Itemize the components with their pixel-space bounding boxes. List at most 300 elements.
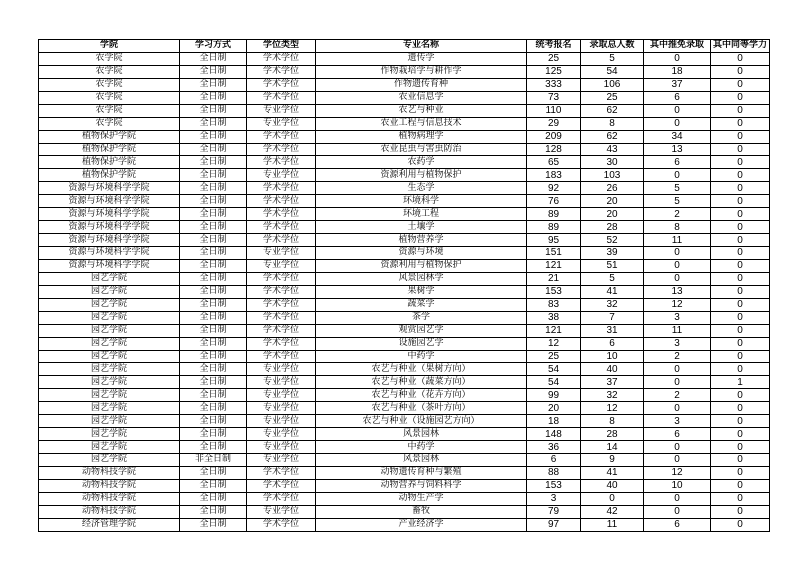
- table-row: [39, 143, 770, 156]
- study-mode-cell: 全日制: [180, 259, 247, 272]
- equivalent-cell: 0: [711, 298, 770, 311]
- study-mode-cell: 全日制: [180, 117, 247, 130]
- applicants-cell: 20: [527, 402, 581, 415]
- equivalent-cell: 0: [711, 363, 770, 376]
- recommended-cell: 0: [644, 454, 711, 467]
- major-cell: 农艺与种业（果树方向）: [316, 363, 527, 376]
- applicants-cell: 38: [527, 311, 581, 324]
- header-college: 学院: [39, 40, 180, 53]
- college-cell: 农学院: [39, 104, 180, 117]
- study-mode-cell: 全日制: [180, 208, 247, 221]
- applicants-cell: 83: [527, 298, 581, 311]
- degree-type-cell: 学术学位: [247, 65, 316, 78]
- major-cell: 农艺与种业（花卉方向）: [316, 389, 527, 402]
- major-cell: 中药学: [316, 441, 527, 454]
- study-mode-cell: 全日制: [180, 311, 247, 324]
- study-mode-cell: 全日制: [180, 221, 247, 234]
- major-cell: 动物生产学: [316, 492, 527, 505]
- equivalent-cell: 0: [711, 441, 770, 454]
- major-cell: 植物病理学: [316, 130, 527, 143]
- recommended-cell: 5: [644, 195, 711, 208]
- study-mode-cell: 全日制: [180, 169, 247, 182]
- college-cell: 园艺学院: [39, 376, 180, 389]
- header-applicants: 统考报名: [527, 40, 581, 53]
- recommended-cell: 3: [644, 337, 711, 350]
- applicants-cell: 3: [527, 492, 581, 505]
- equivalent-cell: 0: [711, 337, 770, 350]
- equivalent-cell: 0: [711, 285, 770, 298]
- degree-type-cell: 学术学位: [247, 130, 316, 143]
- admitted-total-cell: 28: [581, 221, 644, 234]
- college-cell: 园艺学院: [39, 389, 180, 402]
- college-cell: 园艺学院: [39, 402, 180, 415]
- equivalent-cell: 0: [711, 479, 770, 492]
- major-cell: 农业昆虫与害虫防治: [316, 143, 527, 156]
- college-cell: 农学院: [39, 91, 180, 104]
- major-cell: 土壤学: [316, 221, 527, 234]
- study-mode-cell: 全日制: [180, 376, 247, 389]
- applicants-cell: 25: [527, 52, 581, 65]
- admitted-total-cell: 52: [581, 234, 644, 247]
- study-mode-cell: 全日制: [180, 492, 247, 505]
- applicants-cell: 79: [527, 505, 581, 518]
- college-cell: 园艺学院: [39, 441, 180, 454]
- college-cell: 资源与环境科学学院: [39, 221, 180, 234]
- admission-table-page: [38, 39, 769, 532]
- major-cell: 设施园艺学: [316, 337, 527, 350]
- recommended-cell: 0: [644, 402, 711, 415]
- applicants-cell: 36: [527, 441, 581, 454]
- college-cell: 农学院: [39, 52, 180, 65]
- major-cell: 风景园林学: [316, 272, 527, 285]
- recommended-cell: 11: [644, 324, 711, 337]
- degree-type-cell: 学术学位: [247, 272, 316, 285]
- degree-type-cell: 学术学位: [247, 337, 316, 350]
- admitted-total-cell: 39: [581, 247, 644, 260]
- degree-type-cell: 学术学位: [247, 143, 316, 156]
- applicants-cell: 209: [527, 130, 581, 143]
- major-cell: 环境科学: [316, 195, 527, 208]
- applicants-cell: 76: [527, 195, 581, 208]
- major-cell: 资源与环境: [316, 247, 527, 260]
- admitted-total-cell: 7: [581, 311, 644, 324]
- major-cell: 农艺与种业（设施园艺方向）: [316, 415, 527, 428]
- major-cell: 蔬菜学: [316, 298, 527, 311]
- college-cell: 园艺学院: [39, 285, 180, 298]
- recommended-cell: 0: [644, 505, 711, 518]
- major-cell: 环境工程: [316, 208, 527, 221]
- applicants-cell: 25: [527, 350, 581, 363]
- college-cell: 经济管理学院: [39, 518, 180, 531]
- header-recommended: 其中推免录取: [644, 40, 711, 53]
- equivalent-cell: 0: [711, 130, 770, 143]
- study-mode-cell: 非全日制: [180, 454, 247, 467]
- recommended-cell: 34: [644, 130, 711, 143]
- table-row: [39, 234, 770, 247]
- table-row: [39, 505, 770, 518]
- major-cell: 遗传学: [316, 52, 527, 65]
- degree-type-cell: 专业学位: [247, 389, 316, 402]
- table-row: [39, 298, 770, 311]
- major-cell: 作物栽培学与耕作学: [316, 65, 527, 78]
- major-cell: 产业经济学: [316, 518, 527, 531]
- applicants-cell: 29: [527, 117, 581, 130]
- study-mode-cell: 全日制: [180, 130, 247, 143]
- major-cell: 动物遗传育种与繁殖: [316, 466, 527, 479]
- recommended-cell: 0: [644, 169, 711, 182]
- equivalent-cell: 0: [711, 311, 770, 324]
- admitted-total-cell: 0: [581, 492, 644, 505]
- table-row: [39, 285, 770, 298]
- recommended-cell: 6: [644, 428, 711, 441]
- degree-type-cell: 学术学位: [247, 182, 316, 195]
- study-mode-cell: 全日制: [180, 466, 247, 479]
- degree-type-cell: 专业学位: [247, 104, 316, 117]
- degree-type-cell: 学术学位: [247, 52, 316, 65]
- degree-type-cell: 学术学位: [247, 78, 316, 91]
- applicants-cell: 65: [527, 156, 581, 169]
- table-row: [39, 208, 770, 221]
- admitted-total-cell: 5: [581, 52, 644, 65]
- college-cell: 园艺学院: [39, 298, 180, 311]
- equivalent-cell: 0: [711, 52, 770, 65]
- major-cell: 畜牧: [316, 505, 527, 518]
- study-mode-cell: 全日制: [180, 234, 247, 247]
- table-row: [39, 479, 770, 492]
- degree-type-cell: 学术学位: [247, 518, 316, 531]
- recommended-cell: 6: [644, 91, 711, 104]
- study-mode-cell: 全日制: [180, 428, 247, 441]
- table-row: [39, 376, 770, 389]
- applicants-cell: 110: [527, 104, 581, 117]
- college-cell: 资源与环境科学学院: [39, 247, 180, 260]
- degree-type-cell: 专业学位: [247, 259, 316, 272]
- applicants-cell: 12: [527, 337, 581, 350]
- college-cell: 农学院: [39, 117, 180, 130]
- applicants-cell: 54: [527, 376, 581, 389]
- admitted-total-cell: 8: [581, 117, 644, 130]
- major-cell: 农艺与种业（蔬菜方向）: [316, 376, 527, 389]
- degree-type-cell: 学术学位: [247, 221, 316, 234]
- degree-type-cell: 专业学位: [247, 169, 316, 182]
- degree-type-cell: 学术学位: [247, 285, 316, 298]
- equivalent-cell: 0: [711, 78, 770, 91]
- equivalent-cell: 0: [711, 492, 770, 505]
- admitted-total-cell: 12: [581, 402, 644, 415]
- header-admitted-total: 录取总人数: [581, 40, 644, 53]
- admitted-total-cell: 42: [581, 505, 644, 518]
- degree-type-cell: 专业学位: [247, 505, 316, 518]
- table-row: [39, 324, 770, 337]
- study-mode-cell: 全日制: [180, 285, 247, 298]
- recommended-cell: 0: [644, 259, 711, 272]
- equivalent-cell: 0: [711, 104, 770, 117]
- equivalent-cell: 0: [711, 65, 770, 78]
- table-row: [39, 195, 770, 208]
- major-cell: 农药学: [316, 156, 527, 169]
- study-mode-cell: 全日制: [180, 505, 247, 518]
- recommended-cell: 6: [644, 518, 711, 531]
- applicants-cell: 153: [527, 479, 581, 492]
- study-mode-cell: 全日制: [180, 441, 247, 454]
- table-row: [39, 389, 770, 402]
- study-mode-cell: 全日制: [180, 518, 247, 531]
- recommended-cell: 6: [644, 156, 711, 169]
- recommended-cell: 10: [644, 479, 711, 492]
- table-row: [39, 415, 770, 428]
- college-cell: 园艺学院: [39, 428, 180, 441]
- recommended-cell: 2: [644, 389, 711, 402]
- recommended-cell: 0: [644, 376, 711, 389]
- college-cell: 园艺学院: [39, 415, 180, 428]
- major-cell: 果树学: [316, 285, 527, 298]
- equivalent-cell: 0: [711, 518, 770, 531]
- admitted-total-cell: 6: [581, 337, 644, 350]
- admitted-total-cell: 43: [581, 143, 644, 156]
- college-cell: 资源与环境科学学院: [39, 234, 180, 247]
- recommended-cell: 5: [644, 182, 711, 195]
- degree-type-cell: 学术学位: [247, 311, 316, 324]
- table-row: [39, 221, 770, 234]
- applicants-cell: 125: [527, 65, 581, 78]
- equivalent-cell: 0: [711, 208, 770, 221]
- recommended-cell: 2: [644, 350, 711, 363]
- admitted-total-cell: 20: [581, 195, 644, 208]
- table-row: [39, 441, 770, 454]
- study-mode-cell: 全日制: [180, 337, 247, 350]
- college-cell: 资源与环境科学学院: [39, 259, 180, 272]
- admitted-total-cell: 41: [581, 285, 644, 298]
- college-cell: 动物科技学院: [39, 492, 180, 505]
- recommended-cell: 0: [644, 492, 711, 505]
- recommended-cell: 37: [644, 78, 711, 91]
- admitted-total-cell: 103: [581, 169, 644, 182]
- admitted-total-cell: 37: [581, 376, 644, 389]
- college-cell: 园艺学院: [39, 350, 180, 363]
- applicants-cell: 6: [527, 454, 581, 467]
- admitted-total-cell: 41: [581, 466, 644, 479]
- study-mode-cell: 全日制: [180, 247, 247, 260]
- college-cell: 园艺学院: [39, 363, 180, 376]
- recommended-cell: 12: [644, 466, 711, 479]
- equivalent-cell: 0: [711, 91, 770, 104]
- degree-type-cell: 学术学位: [247, 195, 316, 208]
- applicants-cell: 54: [527, 363, 581, 376]
- degree-type-cell: 专业学位: [247, 441, 316, 454]
- admitted-total-cell: 32: [581, 389, 644, 402]
- major-cell: 生态学: [316, 182, 527, 195]
- admitted-total-cell: 106: [581, 78, 644, 91]
- degree-type-cell: 学术学位: [247, 492, 316, 505]
- study-mode-cell: 全日制: [180, 402, 247, 415]
- applicants-cell: 21: [527, 272, 581, 285]
- degree-type-cell: 学术学位: [247, 324, 316, 337]
- study-mode-cell: 全日制: [180, 156, 247, 169]
- study-mode-cell: 全日制: [180, 195, 247, 208]
- recommended-cell: 8: [644, 221, 711, 234]
- major-cell: 农业工程与信息技术: [316, 117, 527, 130]
- recommended-cell: 0: [644, 52, 711, 65]
- major-cell: 农艺与种业（茶叶方向）: [316, 402, 527, 415]
- admitted-total-cell: 26: [581, 182, 644, 195]
- degree-type-cell: 学术学位: [247, 91, 316, 104]
- equivalent-cell: 0: [711, 259, 770, 272]
- header-equivalent: 其中同等学力: [711, 40, 770, 53]
- applicants-cell: 183: [527, 169, 581, 182]
- major-cell: 风景园林: [316, 428, 527, 441]
- major-cell: 风景园林: [316, 454, 527, 467]
- table-row: [39, 402, 770, 415]
- recommended-cell: 0: [644, 363, 711, 376]
- degree-type-cell: 学术学位: [247, 466, 316, 479]
- applicants-cell: 121: [527, 259, 581, 272]
- study-mode-cell: 全日制: [180, 479, 247, 492]
- table-row: [39, 65, 770, 78]
- table-row: [39, 169, 770, 182]
- admitted-total-cell: 40: [581, 363, 644, 376]
- college-cell: 植物保护学院: [39, 169, 180, 182]
- equivalent-cell: 0: [711, 156, 770, 169]
- table-row: [39, 130, 770, 143]
- recommended-cell: 0: [644, 117, 711, 130]
- admitted-total-cell: 8: [581, 415, 644, 428]
- table-row: [39, 492, 770, 505]
- recommended-cell: 3: [644, 311, 711, 324]
- applicants-cell: 151: [527, 247, 581, 260]
- study-mode-cell: 全日制: [180, 91, 247, 104]
- college-cell: 园艺学院: [39, 311, 180, 324]
- major-cell: 动物营养与饲料科学: [316, 479, 527, 492]
- equivalent-cell: 0: [711, 505, 770, 518]
- college-cell: 农学院: [39, 78, 180, 91]
- admitted-total-cell: 62: [581, 104, 644, 117]
- table-row: [39, 428, 770, 441]
- college-cell: 农学院: [39, 65, 180, 78]
- study-mode-cell: 全日制: [180, 104, 247, 117]
- equivalent-cell: 1: [711, 376, 770, 389]
- recommended-cell: 12: [644, 298, 711, 311]
- equivalent-cell: 0: [711, 415, 770, 428]
- table-row: [39, 259, 770, 272]
- table-row: [39, 91, 770, 104]
- applicants-cell: 148: [527, 428, 581, 441]
- admitted-total-cell: 31: [581, 324, 644, 337]
- admitted-total-cell: 14: [581, 441, 644, 454]
- degree-type-cell: 学术学位: [247, 156, 316, 169]
- admitted-total-cell: 40: [581, 479, 644, 492]
- admitted-total-cell: 11: [581, 518, 644, 531]
- major-cell: 农业信息学: [316, 91, 527, 104]
- degree-type-cell: 专业学位: [247, 454, 316, 467]
- table-row: [39, 78, 770, 91]
- applicants-cell: 88: [527, 466, 581, 479]
- study-mode-cell: 全日制: [180, 52, 247, 65]
- degree-type-cell: 专业学位: [247, 402, 316, 415]
- table-row: [39, 272, 770, 285]
- major-cell: 资源利用与植物保护: [316, 169, 527, 182]
- degree-type-cell: 学术学位: [247, 208, 316, 221]
- college-cell: 资源与环境科学学院: [39, 195, 180, 208]
- major-cell: 农艺与种业: [316, 104, 527, 117]
- college-cell: 植物保护学院: [39, 143, 180, 156]
- applicants-cell: 121: [527, 324, 581, 337]
- admitted-total-cell: 54: [581, 65, 644, 78]
- college-cell: 园艺学院: [39, 272, 180, 285]
- study-mode-cell: 全日制: [180, 324, 247, 337]
- table-row: [39, 182, 770, 195]
- applicants-cell: 95: [527, 234, 581, 247]
- table-row: [39, 466, 770, 479]
- college-cell: 动物科技学院: [39, 466, 180, 479]
- admitted-total-cell: 5: [581, 272, 644, 285]
- admitted-total-cell: 28: [581, 428, 644, 441]
- applicants-cell: 128: [527, 143, 581, 156]
- table-row: [39, 350, 770, 363]
- admitted-total-cell: 10: [581, 350, 644, 363]
- table-row: [39, 117, 770, 130]
- degree-type-cell: 专业学位: [247, 428, 316, 441]
- major-cell: 茶学: [316, 311, 527, 324]
- study-mode-cell: 全日制: [180, 65, 247, 78]
- equivalent-cell: 0: [711, 182, 770, 195]
- degree-type-cell: 学术学位: [247, 298, 316, 311]
- admitted-total-cell: 25: [581, 91, 644, 104]
- recommended-cell: 0: [644, 272, 711, 285]
- major-cell: 资源利用与植物保护: [316, 259, 527, 272]
- table-row: [39, 518, 770, 531]
- recommended-cell: 2: [644, 208, 711, 221]
- header-study-mode: 学习方式: [180, 40, 247, 53]
- degree-type-cell: 学术学位: [247, 234, 316, 247]
- applicants-cell: 333: [527, 78, 581, 91]
- recommended-cell: 13: [644, 285, 711, 298]
- equivalent-cell: 0: [711, 117, 770, 130]
- degree-type-cell: 专业学位: [247, 415, 316, 428]
- equivalent-cell: 0: [711, 466, 770, 479]
- equivalent-cell: 0: [711, 195, 770, 208]
- recommended-cell: 13: [644, 143, 711, 156]
- major-cell: 植物营养学: [316, 234, 527, 247]
- equivalent-cell: 0: [711, 221, 770, 234]
- study-mode-cell: 全日制: [180, 78, 247, 91]
- recommended-cell: 0: [644, 247, 711, 260]
- college-cell: 园艺学院: [39, 337, 180, 350]
- recommended-cell: 0: [644, 441, 711, 454]
- college-cell: 园艺学院: [39, 324, 180, 337]
- applicants-cell: 153: [527, 285, 581, 298]
- study-mode-cell: 全日制: [180, 350, 247, 363]
- equivalent-cell: 0: [711, 234, 770, 247]
- admission-table: [38, 39, 770, 532]
- equivalent-cell: 0: [711, 402, 770, 415]
- applicants-cell: 18: [527, 415, 581, 428]
- applicants-cell: 92: [527, 182, 581, 195]
- study-mode-cell: 全日制: [180, 143, 247, 156]
- recommended-cell: 11: [644, 234, 711, 247]
- equivalent-cell: 0: [711, 247, 770, 260]
- equivalent-cell: 0: [711, 350, 770, 363]
- table-row: [39, 337, 770, 350]
- college-cell: 资源与环境科学学院: [39, 182, 180, 195]
- table-body: [39, 52, 770, 531]
- college-cell: 植物保护学院: [39, 156, 180, 169]
- major-cell: 观赏园艺学: [316, 324, 527, 337]
- college-cell: 动物科技学院: [39, 505, 180, 518]
- major-cell: 中药学: [316, 350, 527, 363]
- table-row: [39, 363, 770, 376]
- admitted-total-cell: 9: [581, 454, 644, 467]
- college-cell: 植物保护学院: [39, 130, 180, 143]
